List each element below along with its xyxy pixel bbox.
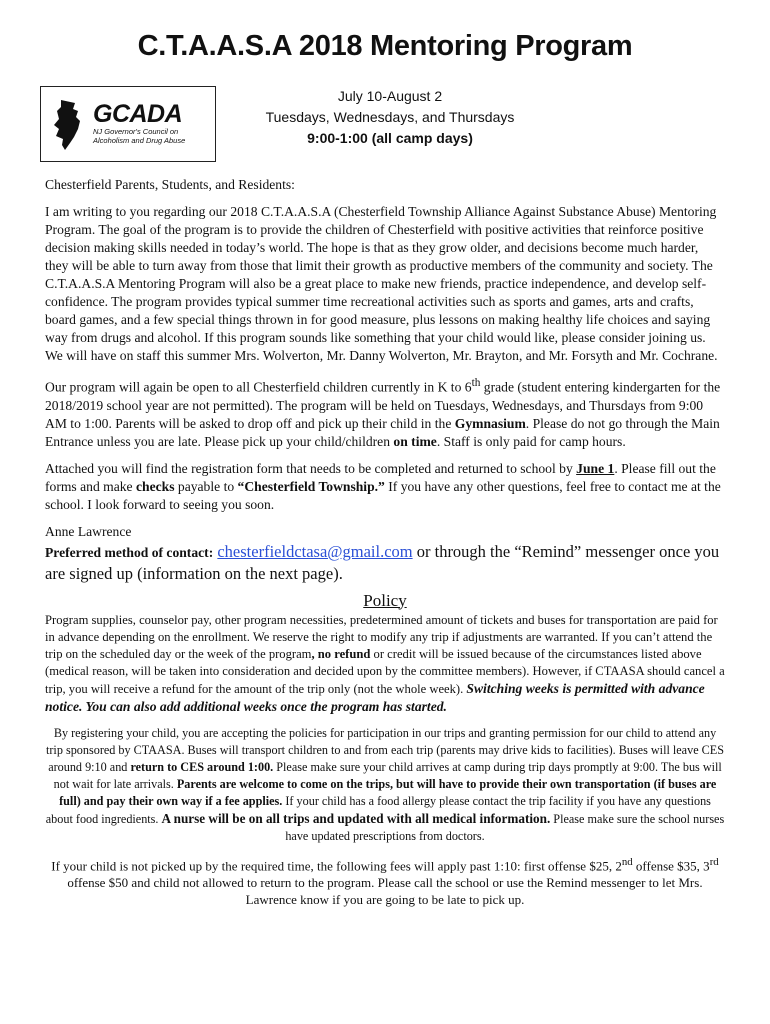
policy3-text-c: offense $50 and child not allowed to return to the program. Please call the school or use the Remind messenger to let Mrs. Lawrence know if you are going to be late to pick up. [67,874,703,907]
due-date: June 1 [576,460,615,476]
policy1-text-b: or credit will be issued because of the circumstances listed above (medical reason, will be taken into consideration and decided upon by the committee members). However, if CTAASA should cancel a trip, you will receive a refund for the amount of the trip only (not the whole week). [45,646,725,696]
contact-rest: or through the “Remind” messenger once you are signed up (information on the next page). [45,541,720,583]
switching-weeks-text: Switching weeks is permitted with advance notice. You can also add additional weeks once the program has started. [45,680,705,714]
para2-text-a: Our program will again be open to all Chesterfield children currently in K to 6 [45,379,472,395]
no-refund-text: , no refund [311,646,371,661]
logo-subtitle-1: NJ Governor's Council on [93,127,179,136]
on-time-text: on time [393,433,437,449]
policy2-text-a: By registering your child, you are accepting the policies for participation in our trips and granting permission for our child to attend any trip sponsored by CTAASA. Buses will transport children to and from each trip (parents may drive kids to facilities). Buses will leave CES around 9:10 and [45,725,724,774]
paragraph-program-details [45,374,725,451]
policy3-text-a: If your child is not picked up by the required time, the following fees will apply past 1:10: first offense $25, 2 [51,857,622,873]
para3-text-a: Attached you will find the registration form that needs to be completed and returned to school by [45,460,577,476]
contact-line [45,541,725,584]
para2-text-d: . Staff is only paid for camp hours. [436,433,626,449]
policy2-text-d: Please make sure the school nurses have updated prescriptions from doctors. [285,811,725,843]
gcada-logo [40,86,216,162]
program-schedule [230,86,550,149]
policy2-text-c: If your child has a food allergy please contact the trip facility if you have any questions about food ingredients. [45,793,711,826]
para3-text-b: . Please fill out the forms and make [45,460,716,494]
logo-subtitle-2: Alcoholism and Drug Abuse [93,136,186,145]
contact-label: Preferred method of contact: [45,544,214,560]
policy3-text-b: offense $35, 3 [632,857,710,873]
payee-text: “Chesterfield Township.” [237,478,385,494]
para3-text-d: If you have any other questions, feel free to contact me at the school. I look forward to seeing you soon. [45,478,721,512]
policy-paragraph-2 [45,725,725,845]
paragraph-intro: I am writing to you regarding our 2018 C.T.A.A.S.A (Chesterfield Township Alliance Against Substance Abuse) Mentoring Program. The goal of the program is to provide the children of Chesterfield with positive activities that reinforce positive decision making skills needed in today’s world. The hope is that as they grow older, and decisions become much harder, they will be able to turn away from those that limit their growth as productive members of the community and society. The C.T.A.A.S.A Mentoring Program will also be a great place to make new friends, practice independence, and develop self-confidence. The program provides typical summer time recreational activities such as sports and games, arts and crafts, board games, and a few special things thrown in for good measure, plus lessons on making healthy life choices and saying way from drugs and alcohol. If this program sounds like something that your child would like, please consider joining us. We will have on staff this summer Mrs. Wolverton, Mr. Danny Wolverton, Mr. Brayton, and Mr. Forsyth and Mr. Cochrane. [45,204,718,363]
contact-email-link[interactable]: chesterfieldctasa@gmail.com [217,541,413,561]
policy-paragraph-1 [45,612,725,716]
page-title: C.T.A.A.S.A 2018 Mentoring Program [137,30,633,62]
logo-text [93,101,185,145]
program-hours: 9:00-1:00 (all camp days) [307,130,473,146]
checks-text: checks [135,478,175,494]
program-days: Tuesdays, Wednesdays, and Thursdays [265,109,515,125]
para2-text-b: grade (student entering kindergarten for the 2018/2019 school year are not permitted). The program will be held on Tuesdays, Wednesdays, and Thursdays from 9:00 AM to 1:00. Parents will be asked to drop off and pick up their child in the [45,379,721,431]
policy-heading: Policy [363,590,407,610]
paragraph-registration [45,460,725,514]
letter-body [45,176,725,917]
para2-superscript: th [471,377,481,389]
superscript-nd: nd [621,855,633,868]
policy1-text-a: Program supplies, counselor pay, other program necessities, predetermined amount of tickets and buses for transportation are paid for in advance depending on the enrollment. We reserve the right to modify any trip if adjustments are warranted. If you can’t attend the trip on the scheduled day or the week of the program [45,612,718,661]
para3-text-c: payable to [174,478,238,494]
new-jersey-map-icon [51,99,85,151]
return-time-text: return to CES around 1:00. [130,759,274,774]
signature: Anne Lawrence [45,523,132,539]
policy2-text-b: Please make sure your child arrives at camp during trip days promptly at 9:00. The bus will not wait for late arrivals. [53,759,722,791]
parents-welcome-text: Parents are welcome to come on the trips, but will have to provide their own transportation (if buses are full) and pay their own way if a fee applies. [59,776,717,808]
superscript-rd: rd [709,855,719,868]
greeting: Chesterfield Parents, Students, and Residents: [45,177,295,192]
program-dates: July 10-August 2 [337,88,443,104]
policy-paragraph-3 [45,854,725,908]
gymnasium-text: Gymnasium [454,415,526,431]
logo-name: GCADA [93,100,183,128]
para2-text-c: . Please do not go through the Main Entrance unless you are late. Please pick up your child/children [45,415,720,449]
nurse-text: A nurse will be on all trips and updated with all medical information. [161,810,551,826]
